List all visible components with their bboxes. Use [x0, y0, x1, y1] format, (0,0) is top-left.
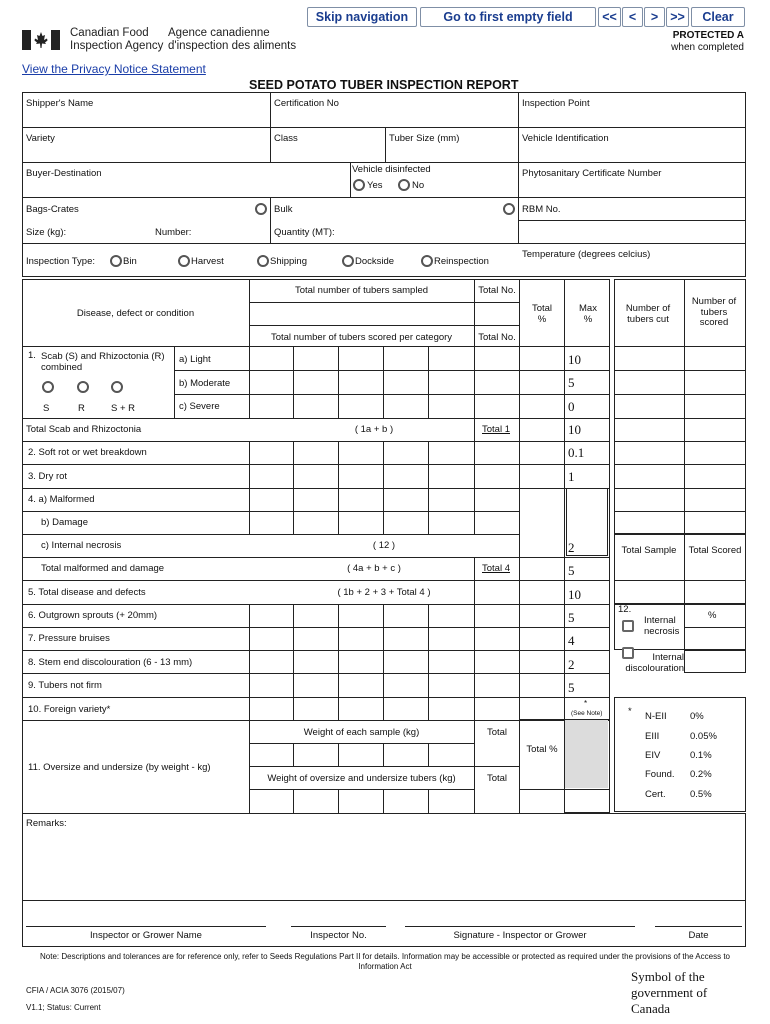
table-line [338, 346, 339, 418]
table-line [22, 418, 519, 419]
table-line [338, 789, 339, 813]
table-line [614, 488, 746, 489]
table-line [249, 766, 519, 767]
table-line [519, 673, 610, 674]
max-percent-value: 5 [568, 680, 575, 695]
bulk-radio[interactable] [503, 203, 515, 215]
foreign-variety-class: N-EII [645, 711, 667, 722]
internal-necrosis-label: c) Internal necrosis [41, 540, 122, 551]
max-percent-value: 10 [568, 352, 581, 367]
vehicle-identification-field[interactable] [522, 145, 742, 160]
total-scab-label: Total Scab and Rhizoctonia [26, 424, 142, 435]
formula-4abc: ( 4a + b + c ) [347, 563, 401, 574]
total-scored-heading: Total Scored [688, 545, 742, 556]
weight-total-heading-1: Total [486, 727, 508, 738]
agency-name-en-line2: Inspection Agency [70, 40, 164, 52]
severe-label: c) Severe [179, 401, 220, 412]
buyer-destination-field[interactable] [26, 180, 346, 195]
table-line [249, 534, 519, 535]
table-line [519, 697, 610, 698]
table-line [383, 346, 384, 418]
max-percent-heading: Max % [579, 303, 597, 325]
item-12-label: 12. [618, 604, 632, 615]
table-line [614, 394, 746, 395]
oversize-total-percent: Total % [526, 744, 558, 755]
max-percent-value: 5 [568, 563, 575, 578]
variety-label: Variety [26, 133, 55, 144]
next-page-button[interactable]: > [644, 7, 665, 27]
agency-name-fr-line1: Agence canadienne [168, 27, 270, 39]
table-line [519, 627, 610, 628]
table-line [22, 534, 249, 535]
inspection-point-label: Inspection Point [522, 98, 590, 109]
tubers-scored-heading: Number of tubers scored [691, 296, 737, 328]
max-percent-value: 5 [568, 610, 575, 625]
protected-label: PROTECTED A [672, 30, 744, 41]
weight-total-heading-2: Total [486, 773, 508, 784]
foreign-variety-tolerance: 0.1% [690, 750, 712, 761]
max-percent-value: 0 [568, 399, 575, 414]
table-line [249, 346, 250, 418]
table-line [519, 346, 610, 347]
no-label: No [412, 180, 425, 191]
dockside-label: Dockside [355, 256, 395, 267]
size-kg-label: Size (kg): [26, 227, 67, 238]
table-line [519, 464, 610, 465]
form-version: V1.1; Status: Current [26, 1003, 101, 1012]
certification-no-field[interactable] [274, 110, 514, 125]
table-line [684, 534, 685, 604]
vehicle-identification-label: Vehicle Identification [522, 133, 609, 144]
table-line [614, 580, 746, 581]
table-line [684, 279, 685, 534]
total-4-label: Total 4 [482, 563, 510, 574]
total-sample-heading: Total Sample [621, 545, 677, 556]
table-line [22, 279, 23, 813]
foreign-variety-star: * [628, 706, 632, 717]
table-line [338, 743, 339, 766]
form-title: SEED POTATO TUBER INSPECTION REPORT [249, 78, 519, 92]
table-line [22, 488, 519, 489]
internal-discolouration-option: Internal discolouration [625, 652, 684, 674]
damage-label: b) Damage [41, 517, 88, 528]
signature-field[interactable] [405, 906, 635, 924]
moderate-label: b) Moderate [179, 378, 231, 389]
previous-page-button[interactable]: < [622, 7, 643, 27]
go-to-first-empty-field-button[interactable]: Go to first empty field [420, 7, 596, 27]
max-percent-value: 4 [568, 633, 575, 648]
soft-rot-label: 2. Soft rot or wet breakdown [28, 447, 147, 458]
inspector-name-label: Inspector or Grower Name [90, 930, 202, 941]
see-note-star: * [584, 699, 588, 708]
shipper-name-label: Shipper's Name [26, 98, 94, 109]
phytosanitary-certificate-field[interactable] [522, 180, 742, 195]
government-symbol-text: Symbol of the government of Canada [631, 969, 708, 1016]
max-percent-value: 5 [568, 375, 575, 390]
table-line [249, 743, 474, 744]
sr-label: S + R [111, 403, 136, 414]
foreign-variety-tolerance: 0.05% [690, 731, 717, 742]
table-line [614, 418, 746, 419]
outgrown-sprouts-label: 6. Outgrown sprouts (+ 20mm) [28, 610, 158, 621]
max-percent-value: 1 [568, 469, 575, 484]
total-no-heading-1: Total No. [478, 285, 516, 296]
formula-12: ( 12 ) [372, 540, 396, 551]
total-tubers-scored-heading: Total number of tubers scored per category [270, 332, 453, 343]
see-note-label: (See Note) [571, 710, 603, 717]
number-label: Number: [155, 227, 192, 238]
quantity-field[interactable] [340, 224, 515, 240]
total-percent-heading: Total % [531, 303, 553, 325]
inspection-type-shipping-radio[interactable] [257, 255, 269, 267]
inspector-name-field[interactable] [26, 906, 266, 924]
last-page-button[interactable]: >> [666, 7, 689, 27]
table-line [174, 370, 519, 371]
table-line [22, 604, 519, 605]
foreign-variety-class: Cert. [645, 789, 666, 800]
foreign-variety-class: EIII [645, 731, 660, 742]
bin-label: Bin [123, 256, 137, 267]
table-line [614, 441, 746, 442]
variety-field[interactable] [26, 145, 266, 160]
table-line [338, 604, 339, 720]
reinspection-label: Reinspection [434, 256, 489, 267]
inspector-no-field[interactable] [291, 906, 386, 924]
scab-number: 1. [28, 350, 36, 361]
table-line [519, 441, 610, 442]
table-line [428, 346, 429, 418]
vehicle-disinfected-label: Vehicle disinfected [352, 164, 431, 175]
signature-label: Signature - Inspector or Grower [453, 930, 587, 941]
form-number: CFIA / ACIA 3076 (2015/07) [26, 986, 125, 995]
foreign-variety-class: Found. [645, 769, 675, 780]
table-line [249, 302, 519, 303]
total-disease-label: 5. Total disease and defects [28, 587, 146, 598]
table-line [174, 346, 175, 418]
foreign-variety-tolerance: 0.2% [690, 769, 712, 780]
formula-1ab: ( 1a + b ) [354, 424, 394, 435]
inspection-point-field[interactable] [522, 110, 742, 125]
dry-rot-label: 3. Dry rot [28, 471, 68, 482]
table-line [428, 743, 429, 766]
internal-necrosis-checkbox[interactable] [622, 620, 634, 632]
oversize-percent-cell [519, 720, 565, 790]
table-line [474, 604, 475, 720]
table-line [174, 394, 519, 395]
first-page-button[interactable]: << [598, 7, 621, 27]
table-line [428, 789, 429, 813]
stem-end-label: 8. Stem end discolouration (6 - 13 mm) [28, 657, 193, 668]
table-line [383, 604, 384, 720]
max-percent-value: 2 [568, 540, 575, 555]
percent-label: % [708, 610, 717, 621]
table-line [22, 464, 519, 465]
malformed-label: 4. a) Malformed [28, 494, 95, 505]
formula-5: ( 1b + 2 + 3 + Total 4 ) [337, 587, 431, 598]
agency-name-en-line1: Canadian Food [70, 27, 149, 39]
temperature-field[interactable] [522, 262, 742, 276]
table-line [249, 604, 250, 720]
table-line [614, 511, 746, 512]
table-line [249, 325, 519, 326]
tubers-not-firm-label: 9. Tubers not firm [28, 680, 102, 691]
canada-flag-icon [22, 30, 60, 50]
bulk-label: Bulk [274, 204, 293, 215]
clear-button[interactable]: Clear [691, 7, 745, 27]
table-line [22, 441, 519, 442]
foreign-variety-tolerance: 0% [690, 711, 704, 722]
shipping-label: Shipping [270, 256, 307, 267]
table-line [249, 511, 519, 512]
remarks-label: Remarks: [26, 818, 67, 829]
inspection-type-label: Inspection Type: [26, 256, 96, 267]
table-line [428, 441, 429, 535]
table-line [22, 557, 519, 558]
table-line [22, 650, 519, 651]
table-line [519, 394, 610, 395]
class-field[interactable] [274, 145, 382, 160]
table-line [519, 370, 610, 371]
r-label: R [78, 403, 85, 414]
tuber-size-label: Tuber Size (mm) [389, 133, 460, 144]
quantity-label: Quantity (MT): [274, 227, 335, 238]
inspection-type-reinspection-radio[interactable] [421, 255, 433, 267]
size-kg-field[interactable] [70, 224, 150, 240]
table-line [293, 604, 294, 720]
scab-sr-radio[interactable] [111, 381, 123, 393]
table-line [428, 604, 429, 720]
table-line [22, 511, 249, 512]
foreign-variety-tolerance: 0.5% [690, 789, 712, 800]
table-line [22, 279, 519, 280]
weight-oversize-heading: Weight of oversize and undersize tubers (kg) [267, 773, 456, 784]
table-line [22, 673, 519, 674]
max-percent-value: 10 [568, 587, 581, 602]
table-line [293, 743, 294, 766]
date-field[interactable] [655, 906, 742, 924]
table-line [474, 346, 475, 418]
class-label: Class [274, 133, 298, 144]
vehicle-disinfected-yes-radio[interactable] [353, 179, 365, 191]
buyer-destination-label: Buyer-Destination [26, 168, 102, 179]
light-label: a) Light [179, 354, 211, 365]
table-line [684, 627, 746, 628]
max-percent-value: 0.1 [568, 445, 585, 460]
table-line [293, 441, 294, 535]
disease-defect-heading: Disease, defect or condition [76, 308, 195, 319]
max-percent-value: 10 [568, 422, 581, 437]
foreign-variety-class: EIV [645, 750, 661, 761]
bags-crates-radio[interactable] [255, 203, 267, 215]
inspection-type-dockside-radio[interactable] [342, 255, 354, 267]
table-line [338, 441, 339, 535]
table-line [383, 789, 384, 813]
internal-necrosis-option: Internal necrosis [644, 615, 680, 637]
temperature-label: Temperature (degrees celcius) [522, 249, 651, 260]
total-malformed-label: Total malformed and damage [41, 563, 165, 574]
bags-crates-label: Bags-Crates [26, 204, 79, 215]
table-line [519, 604, 610, 605]
number-field[interactable] [198, 224, 266, 240]
agency-name-fr-line2: d'inspection des aliments [168, 40, 297, 52]
skip-navigation-button[interactable]: Skip navigation [307, 7, 417, 27]
rbm-no-label: RBM No. [522, 204, 561, 215]
phytosanitary-certificate-label: Phytosanitary Certificate Number [522, 168, 662, 179]
tubers-cut-heading: Number of tubers cut [625, 303, 671, 325]
date-label: Date [688, 930, 709, 941]
table-line [22, 697, 519, 698]
scab-r-radio[interactable] [77, 381, 89, 393]
table-line [383, 743, 384, 766]
table-line [293, 346, 294, 418]
harvest-label: Harvest [191, 256, 224, 267]
table-line [22, 720, 519, 721]
table-line [564, 789, 610, 790]
table-line [614, 346, 746, 347]
table-line [474, 441, 475, 535]
table-line [22, 580, 519, 581]
item-12-value-cell [684, 650, 746, 673]
table-line [519, 650, 610, 651]
inspection-type-bin-radio[interactable] [110, 255, 122, 267]
table-line [22, 627, 519, 628]
table-line [293, 789, 294, 813]
remarks-field[interactable] [26, 832, 742, 896]
yes-label: Yes [367, 180, 383, 191]
table-line [614, 464, 746, 465]
foreign-variety-label: 10. Foreign variety* [28, 704, 111, 715]
footer-note: Note: Descriptions and tolerances are for reference only, refer to Seeds Regulations Part II for details. Information may be accessible or protected as required under the provisions of the Access to Information Act [40, 952, 730, 971]
scab-rhizoctonia-label: Scab (S) and Rhizoctonia (R) combined [41, 351, 165, 373]
total-no-heading-2: Total No. [478, 332, 516, 343]
total-tubers-sampled-heading: Total number of tubers sampled [294, 285, 429, 296]
shaded-cell [565, 720, 608, 788]
vehicle-disinfected-no-radio[interactable] [398, 179, 410, 191]
weight-each-sample-heading: Weight of each sample (kg) [303, 727, 420, 738]
scab-s-radio[interactable] [42, 381, 54, 393]
table-line [383, 441, 384, 535]
table-line [519, 580, 610, 581]
table-line [519, 418, 610, 419]
oversize-label: 11. Oversize and undersize (by weight - kg) [28, 762, 211, 773]
foreign-variety-box [614, 697, 746, 812]
certification-no-label: Certification No [274, 98, 339, 109]
table-line [614, 370, 746, 371]
table-line [249, 441, 250, 535]
rbm-no-field[interactable] [564, 200, 742, 216]
privacy-notice-link[interactable]: View the Privacy Notice Statement [22, 62, 206, 76]
pressure-bruises-label: 7. Pressure bruises [28, 633, 110, 644]
max-percent-value: 2 [568, 657, 575, 672]
tuber-size-field[interactable] [389, 145, 515, 160]
inspection-type-harvest-radio[interactable] [178, 255, 190, 267]
total-1-label: Total 1 [482, 424, 510, 435]
when-completed-label: when completed [671, 42, 744, 53]
table-line [22, 346, 519, 347]
s-label: S [43, 403, 50, 414]
table-line [249, 789, 474, 790]
shipper-name-field[interactable] [26, 110, 266, 125]
table-line [519, 557, 610, 558]
inspector-no-label: Inspector No. [310, 930, 367, 941]
